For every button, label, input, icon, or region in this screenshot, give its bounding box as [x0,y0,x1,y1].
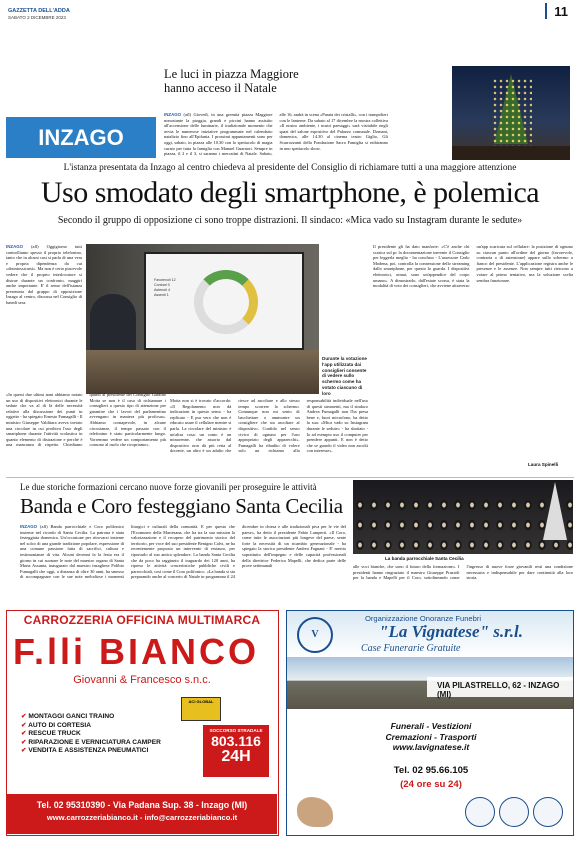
band-row [353,494,573,516]
ad2-certifications [465,797,565,829]
page-number: 11 [554,4,568,19]
council-desk [86,350,319,394]
christmas-tree-photo [452,66,570,160]
luci-article-body [164,112,388,158]
smart-text-4: Il presidente gli ha dato manforte: «C'è anche chi scarica sul pc la documentazione inerente il Consiglio per leggerla meglio - ha concluso - L'assessore Carlo Modena, poi, controlla la connessione dello streaming dallo smartphone, per questo lo guarda. I dispositivi elettronici, ormai, sono un'appendice del corpo umano». [373,244,470,283]
ad1-web: www.carrozzeriabianco.it - info@carrozzeriabianco.it [46,813,238,822]
page-header [0,0,580,58]
ad1-sos-number: 803.116 [211,733,261,749]
smart-body-mid [170,398,368,468]
smart-byline: Laura Spinelli [528,462,559,467]
vote-legend-line: Contrari 0 [154,283,170,287]
certification-badge-icon [465,797,495,827]
ad1-service-item: ✔ MONTAGGI GANCI TRAINO [21,713,161,722]
certification-badge-icon [499,797,529,827]
ad1-service-item: ✔ AUTO DI CORTESIA [21,722,161,731]
luci-article-title: Le luci in piazza Maggiore hanno acceso il Natale [164,67,299,95]
council-member-silhouette [90,294,136,350]
ad1-title: CARROZZERIA OFFICINA MULTIMARCA [23,613,261,627]
smart-body-right [373,244,573,468]
masthead-date: SABATO 2 DICEMBRE 2023 [8,15,66,20]
smart-text-1: (afl) Oggigiorno tutti controlliamo spesso il proprio telefonino, tanto che in alcuni casi si parla di una vera e propria dipendenza da cui «disintossicarsi». Ma non è certo piacevole vedere che il proprio interlocutore si distrae durante un confronto, maggiri anche importante. E' il senso dell'istanza presentata dal gruppo di opposizione Inzago al centro, discussa nel Consiglio di lunedì sera. [6,244,82,305]
certification-badge-icon [533,797,563,827]
smart-photo-caption: Durante la votazione l'app utilizzata dai consiglieri consente di vedere sullo schermo come ha votato ciascuno di loro [322,356,367,396]
hand-image-icon [297,797,333,827]
ad1-service-item: ✔ RIPARAZIONE E VERNICIATURA CAMPER [21,739,161,748]
banda-body-right: alle voci bianche, che sono il futuro della formazione». I presidenti hanno ringraziato il maestro Giuseppe Prazioli per la banda e Mapelli per il Coro, sottolineando come l'ingresso di nuove forze giovanili resti una condizione necessaria e indispensabile per dare continuità alla loro storia. [353,564,573,581]
aci-global-logo: ACI GLOBAL [181,697,221,721]
section-divider [6,477,574,478]
band-row [353,534,573,554]
council-screen-photo [86,244,319,394]
banda-text: (afl) Banda parrocchiale e Coro polifonico insieme nel ricordo di Santa Cecilia. La patrona è stata festeggiata domenica. Un'occasione per ritrovarsi insieme nel solco di una grande tradizione popolare, espressione di una comune passione fatta di sacrifici, cultura e testimonianze di vita. Alcuni decenni fa la festa era il giorno in cui suonare le note del maestro organo di Santa Maria Assunta, inaugurato dal maestro inzaghese Polibio Fumagalli che oggi, a distanza di oltre 30 anni, ha smesso di accompagnare con le sue note melodiose i momenti liturgici e culturali della comunità. E per questo che l'Ecomuseo della Martesana, che ha tra la sua mission la valorizzazione e il recupero del patrimonio storico del territorio, per voce del suo presidente Benigno Calvi, ne ha recentemente proposto un intervento di restauro, per riportarlo al suo antico splendore. La banda Santa Cecilia che da poco ha raggiunto il traguardo dei 120 anni, ha ripreso le attività concertistiche pubbliche civili e parrocchiali, così come il Coro polifonico. «La banda si sta preparando anche al concerto di Natale in programma il 24 dicembre in chiesa e alle tradizionali piva per le vie del paese», ha detto il presidente Fabio Lamperti. «Il Coro, come tutte le associazioni più longeve del paese, sente forte la necessità di un ricambio generazionale - ha spiegato la storica presidente Andrea Fagnani - E' merito soprattutto dell'impegno e delle capacità professionali della direttrice Federica Mapelli, che dedica parte delle prove settimanali [20,524,346,580]
banda-kicker: Le due storiche formazioni cercano nuove forze giovanili per proseguire le attività [20,482,317,492]
ad1-service-item: ✔ RESCUE TRUCK [21,730,161,739]
ad2-address: VIA PILASTRELLO, 62 - INZAGO (MI) [437,681,560,699]
ad1-services [21,713,161,756]
smart-headline: Uso smodato degli smartphone, è polemica [40,176,540,209]
banda-dateline: INZAGO [20,524,38,529]
banda-body [20,524,346,606]
luci-dateline: INZAGO [164,112,182,117]
band-row [353,514,573,536]
vote-legend [154,278,176,298]
square-ground [452,146,570,160]
ad1-footer [7,794,277,834]
ad2-sub: Case Funerarie Gratuite [361,643,461,654]
ad1-contact: Tel. 02 95310390 - Via Padana Sup. 38 - Inzago (MI) [36,800,248,810]
ad2-name: "La Vignatese" s.r.l. [379,622,524,641]
ad2-org: Organizzazione Onoranze Funebri [365,614,482,623]
section-label: INZAGO [6,117,156,158]
ad1-subtitle: Giovanni & Francesco s.n.c. [73,674,211,686]
banda-photo-caption: La banda parrocchiale Santa Cecilia [385,556,464,561]
tree-lights [492,78,532,148]
smart-text-2: «In questi due ultimi anni abbiamo notato un uso di dispositivi elettronici durante le sedute che va al di là delle necessità relative alla discussione dei punti in oggetto - ha spiegato Ernesto Fumagalli - Il ministro Giuseppe Valditara aveva inviato una circolare in cui proibiva l'uso degli smartphone durante l'attività scolastica in quanto elemento di distrazione e perché è una mancanza di rispetto. Chiediamo quindi al presidente del Consiglio Galdino Motta se non è il caso di richiamare i consiglieri a questo tipo di attenzione per garantire che i lavori del parlamentino avvengano in maniera più proficua». Abbiamo consapevole, in alcune circostanze, il tempo passato con il telefonino è stato particolarmente lungo. Vorremmo vedere un comportamento più consono al ruolo che ricopriamo». [6,392,166,448]
smart-text-3: Motta non si è trovato d'accordo: «Il Regolamento non dà indicazioni in questo senso - ha replicato - E pur vero che non è educato usare il cellulare mentre si parla. La circolare del ministro è un'altra cosa: un conto è un minorenne, che assorto dal dispositivo non dà più retta al docente, un altro è un adulto che riesce ad ascoltare e allo stesso tempo scorrere lo schermo. Comunque non mi sento di bacchettare o ammonire un consigliere che sta ascoltare al dispositivo. Confido nel senso civico di ognuno per l'uso appropriato degli apparecchi». Fumagalli ha ribadito di volere solo un richiamo alla responsabilità individuale nell'uso di questi strumenti, ma il sindaco Andrea Fumagalli non l'ha presa bene e, fuori microfono, ha detto la sua: «Mica vado su Instagram durante le sedute» - ha sbottato - Io ad esempio uso il computer per prendere appunti. E non è detto che se guardo il video non ascolti con interesse». [170,398,368,454]
vote-legend-line: Favorevoli 12 [154,278,176,282]
vote-screen [144,252,304,350]
vote-ring-chart [194,270,258,334]
ad1-sos-label: SOCCORSO STRADALE [209,728,263,733]
ad1-sos-hours: 24H [221,748,251,765]
vignatese-seal-icon: V [297,617,333,653]
masthead: GAZZETTA DELL'ADDA [8,8,70,14]
ad-vignatese [286,610,574,836]
page-number-bar [545,3,547,19]
vote-legend-line: Assenti 1 [154,293,169,297]
ad1-brand: F.lli BIANCO [13,631,260,672]
church-decoration [543,482,567,540]
ad2-phone: Tel. 02 95.66.105 [393,765,469,776]
ad1-service-item: ✔ VENDITA E ASSISTENZA PNEUMATICI [21,747,161,756]
band-photo [353,480,573,554]
vote-legend-line: Astenuti 4 [154,288,170,292]
ad2-services: Funerali - Vestizioni Cremazioni - Trasporti www.lavignatese.it [385,721,477,753]
banda-title: Banda e Coro festeggiano Santa Cecilia [20,494,343,518]
luci-article-text: (afl) Giovedì, in una gremita piazza Maggiore nonostante la pioggia, grandi e piccini hanno assistito all'accensione delle luminarie, il tradizionale momento che avvia le numerose iniziative programmate nel calendario natalizio fino all'Epifania. I prossimi appuntamenti sono per oggi, sabato, in piazza alle 10.30 con lo spettacolo di magia curato per tutta la famiglia con Manuel Guarnori. Sempre in piazza, il 2 e il 3, si saranno i mercatini di Natale. Sabato, alle 16, andrà in scena «Parata dei cristalli», con i trampolieri con le lanterne. Da sabato al 17 dicembre la mostra collettiva «Il nostro ambiente, i nostri paesaggi» sarà visitabile negli spazi del salone espositivo del Palazzo comunale. Domani, domenica, alle 14.30 al cinema teatro Giglio, Gli Scarrozzanti della Fondazione Sacra Famiglia si esibiranno in uno spettacolo show. [164,112,388,157]
smart-text-5: A dimostrarlo, dall'estate scorsa, è stata la modalità di voto dei consiglieri, che avviene attraverso un'app scaricata sul cellulare: la posizione di ognuno su ciascun punto all'ordine del giorno (favorevole, contraria o di astensione) appare sullo schermo a fianco del presidente. L'applicazione registra anche le presenze e le assenze. Non sempre tutti riescono a votare al primo tentativo, ma la soluzione scelta sembra funzionare. [373,244,573,289]
smart-body-col2 [6,392,166,472]
ad-carrozzeria-bianco [6,610,279,836]
ad1-sos-box [203,725,269,777]
smart-subhead: Secondo il gruppo di opposizione ci sono troppe distrazioni. Il sindaco: «Mica vado su Instagram durante le sedute» [57,215,523,226]
ad2-hours: (24 ore su 24) [400,779,462,790]
smart-kicker: L'istanza presentata da Inzago al centro chiedeva al presidente del Consiglio di richiamare tutti a una maggiore attenzione [63,163,517,173]
smart-dateline: INZAGO [6,244,24,249]
